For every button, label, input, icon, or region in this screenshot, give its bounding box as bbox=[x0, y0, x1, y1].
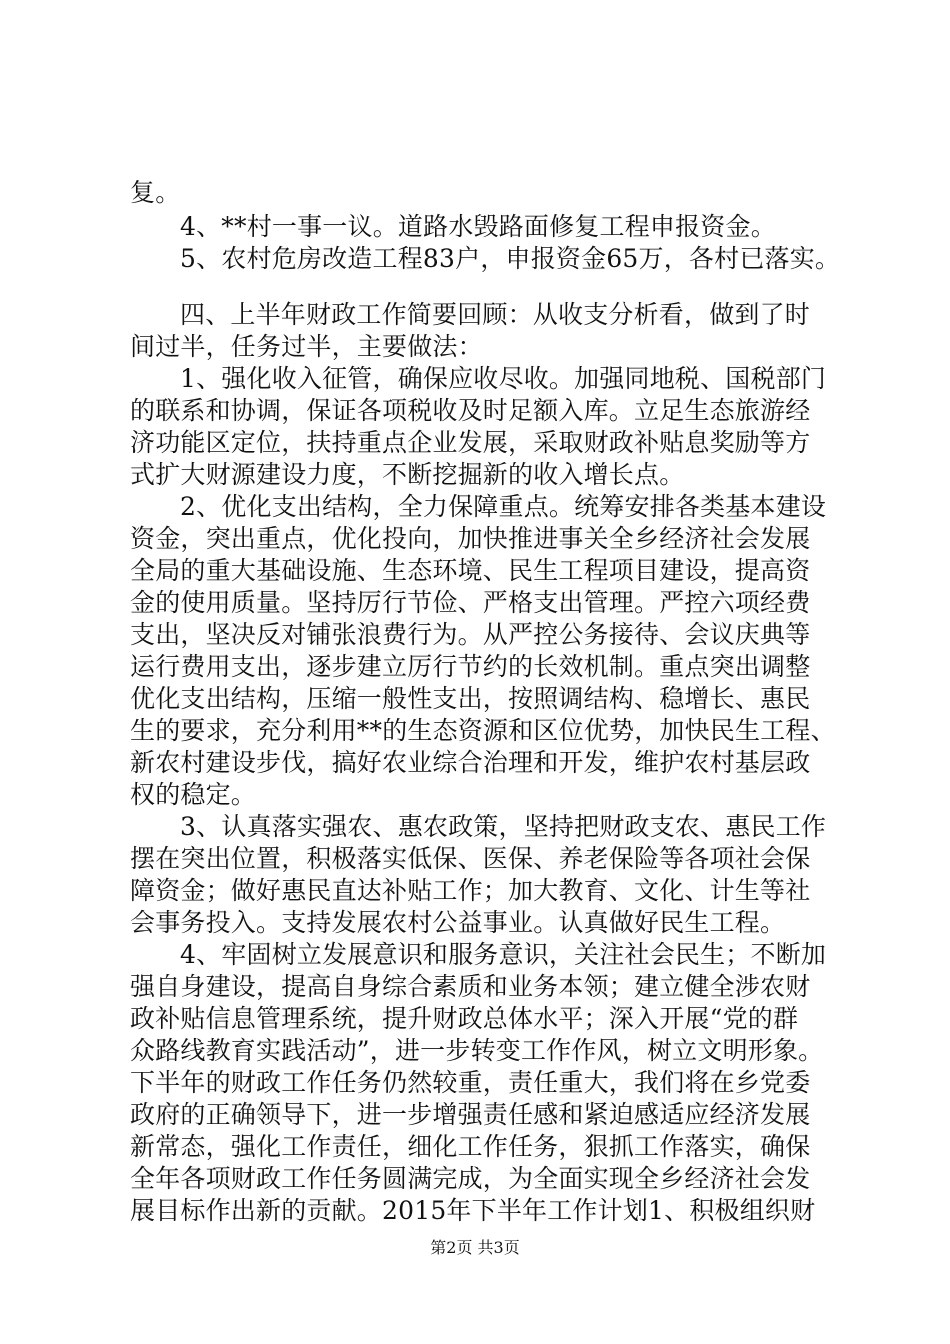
text-line: 复。 bbox=[130, 178, 181, 207]
text-line: 全局的重大基础设施、生态环境、民生工程项目建设，提高资 bbox=[130, 556, 811, 585]
text-line: 4、牢固树立发展意识和服务意识，关注社会民生；不断加 bbox=[180, 940, 827, 969]
text-line: 摆在突出位置，积极落实低保、医保、养老保险等各项社会保 bbox=[130, 844, 811, 873]
text-line: 式扩大财源建设力度，不断挖掘新的收入增长点。 bbox=[130, 460, 685, 489]
text-line: 2、优化支出结构，全力保障重点。统筹安排各类基本建设 bbox=[180, 492, 827, 521]
text-line: 障资金；做好惠民直达补贴工作；加大教育、文化、计生等社 bbox=[130, 876, 811, 905]
page-number: 第2页 共3页 bbox=[430, 1238, 520, 1257]
text-line: 政府的正确领导下，进一步增强责任感和紧迫感适应经济发展 bbox=[130, 1100, 811, 1129]
text-line: 会事务投入。支持发展农村公益事业。认真做好民生工程。 bbox=[130, 908, 786, 937]
text-line: 强自身建设，提高自身综合素质和业务本领；建立健全涉农财 bbox=[130, 972, 811, 1001]
text-line: 展目标作出新的贡献。2015年下半年工作计划1、积极组织财 bbox=[130, 1196, 816, 1225]
text-line: 全年各项财政工作任务圆满完成，为全面实现全乡经济社会发 bbox=[130, 1164, 811, 1193]
text-line: 5、农村危房改造工程83户，申报资金65万，各村已落实。 bbox=[180, 244, 841, 273]
text-line: 间过半，任务过半，主要做法： bbox=[130, 332, 483, 361]
text-line: 3、认真落实强农、惠农政策，坚持把财政支农、惠民工作 bbox=[180, 812, 827, 841]
text-line: 4、**村一事一议。道路水毁路面修复工程申报资金。 bbox=[180, 212, 776, 241]
text-line: 新常态，强化工作责任，细化工作任务，狠抓工作落实，确保 bbox=[130, 1132, 811, 1161]
text-line: 生的要求，充分利用**的生态资源和区位优势，加快民生工程、 bbox=[130, 716, 836, 745]
text-line: 优化支出结构，压缩一般性支出，按照调结构、稳增长、惠民 bbox=[130, 684, 811, 713]
text-line: 资金，突出重点，优化投向，加快推进事关全乡经济社会发展 bbox=[130, 524, 811, 553]
text-line: 众路线教育实践活动”，进一步转变工作作风，树立文明形象。 bbox=[130, 1036, 824, 1065]
text-line: 运行费用支出，逐步建立厉行节约的长效机制。重点突出调整 bbox=[130, 652, 811, 681]
text-line: 政补贴信息管理系统，提升财政总体水平；深入开展“党的群 bbox=[130, 1004, 799, 1033]
text-line: 1、强化收入征管，确保应收尽收。加强同地税、国税部门 bbox=[180, 364, 827, 393]
text-line: 下半年的财政工作任务仍然较重，责任重大，我们将在乡党委 bbox=[130, 1068, 811, 1097]
text-line: 的联系和协调，保证各项税收及时足额入库。立足生态旅游经 bbox=[130, 396, 811, 425]
text-line: 四、上半年财政工作简要回顾：从收支分析看，做到了时 bbox=[180, 300, 811, 329]
text-line: 支出，坚决反对铺张浪费行为。从严控公务接待、会议庆典等 bbox=[130, 620, 811, 649]
text-line: 权的稳定。 bbox=[130, 780, 257, 809]
text-line: 金的使用质量。坚持厉行节俭、严格支出管理。严控六项经费 bbox=[130, 588, 811, 617]
text-line: 济功能区定位，扶持重点企业发展，采取财政补贴息奖励等方 bbox=[130, 428, 811, 457]
text-line: 新农村建设步伐，搞好农业综合治理和开发，维护农村基层政 bbox=[130, 748, 811, 777]
